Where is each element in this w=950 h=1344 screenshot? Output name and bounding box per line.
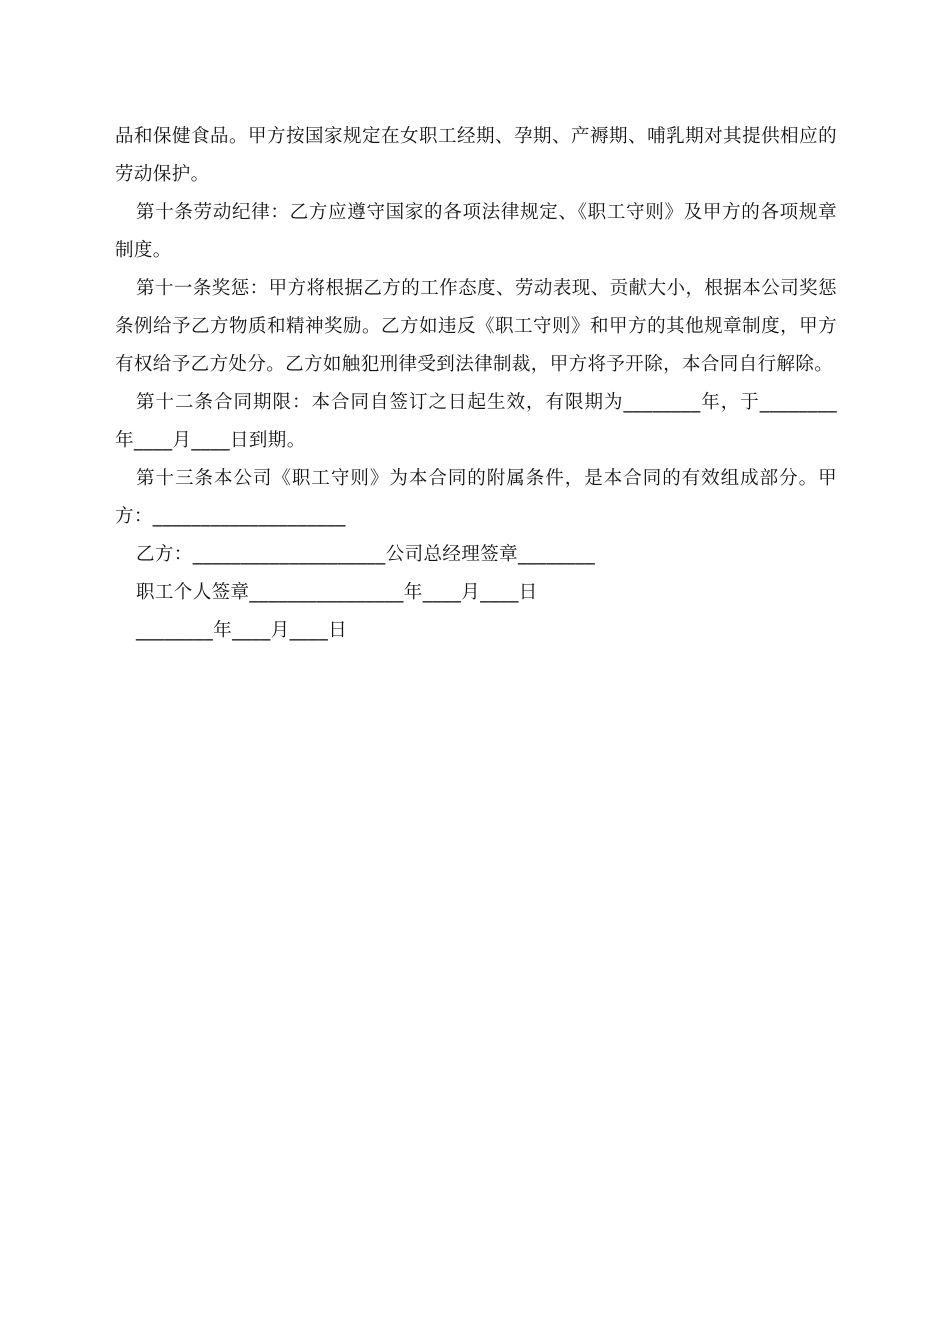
paragraph-article-11-rewards-penalties: 第十一条奖惩：甲方将根据乙方的工作态度、劳动表现、贡献大小，根据本公司奖惩条例给予乙方物质和精神奖励。乙方如违反《职工守则》和甲方的其他规章制度，甲方有权给予乙方处分。乙方如触犯刑律受到法律制裁，甲方将予开除，本合同自行解除。 xyxy=(115,278,837,375)
paragraph-article-12-contract-term: 第十二条合同期限：本合同自签订之日起生效，有限期为________年，于________年____月____日到期。 xyxy=(115,392,837,451)
paragraph-article-10-discipline: 第十条劳动纪律：乙方应遵守国家的各项法律规定、《职工守则》及甲方的各项规章制度。 xyxy=(115,202,837,261)
contract-body xyxy=(115,118,837,650)
date-line: ________年____月____日 xyxy=(136,620,348,641)
paragraph-labor-protection: 品和保健食品。甲方按国家规定在女职工经期、孕期、产褥期、哺乳期对其提供相应的劳动保护。 xyxy=(115,126,837,185)
signature-line-employee: 职工个人签章________________年____月____日 xyxy=(136,582,538,603)
signature-line-party-b: 乙方：____________________公司总经理签章________ xyxy=(136,544,596,565)
paragraph-article-13-employee-rules: 第十三条本公司《职工守则》为本合同的附属条件，是本合同的有效组成部分。甲方：____________________ xyxy=(115,468,837,527)
